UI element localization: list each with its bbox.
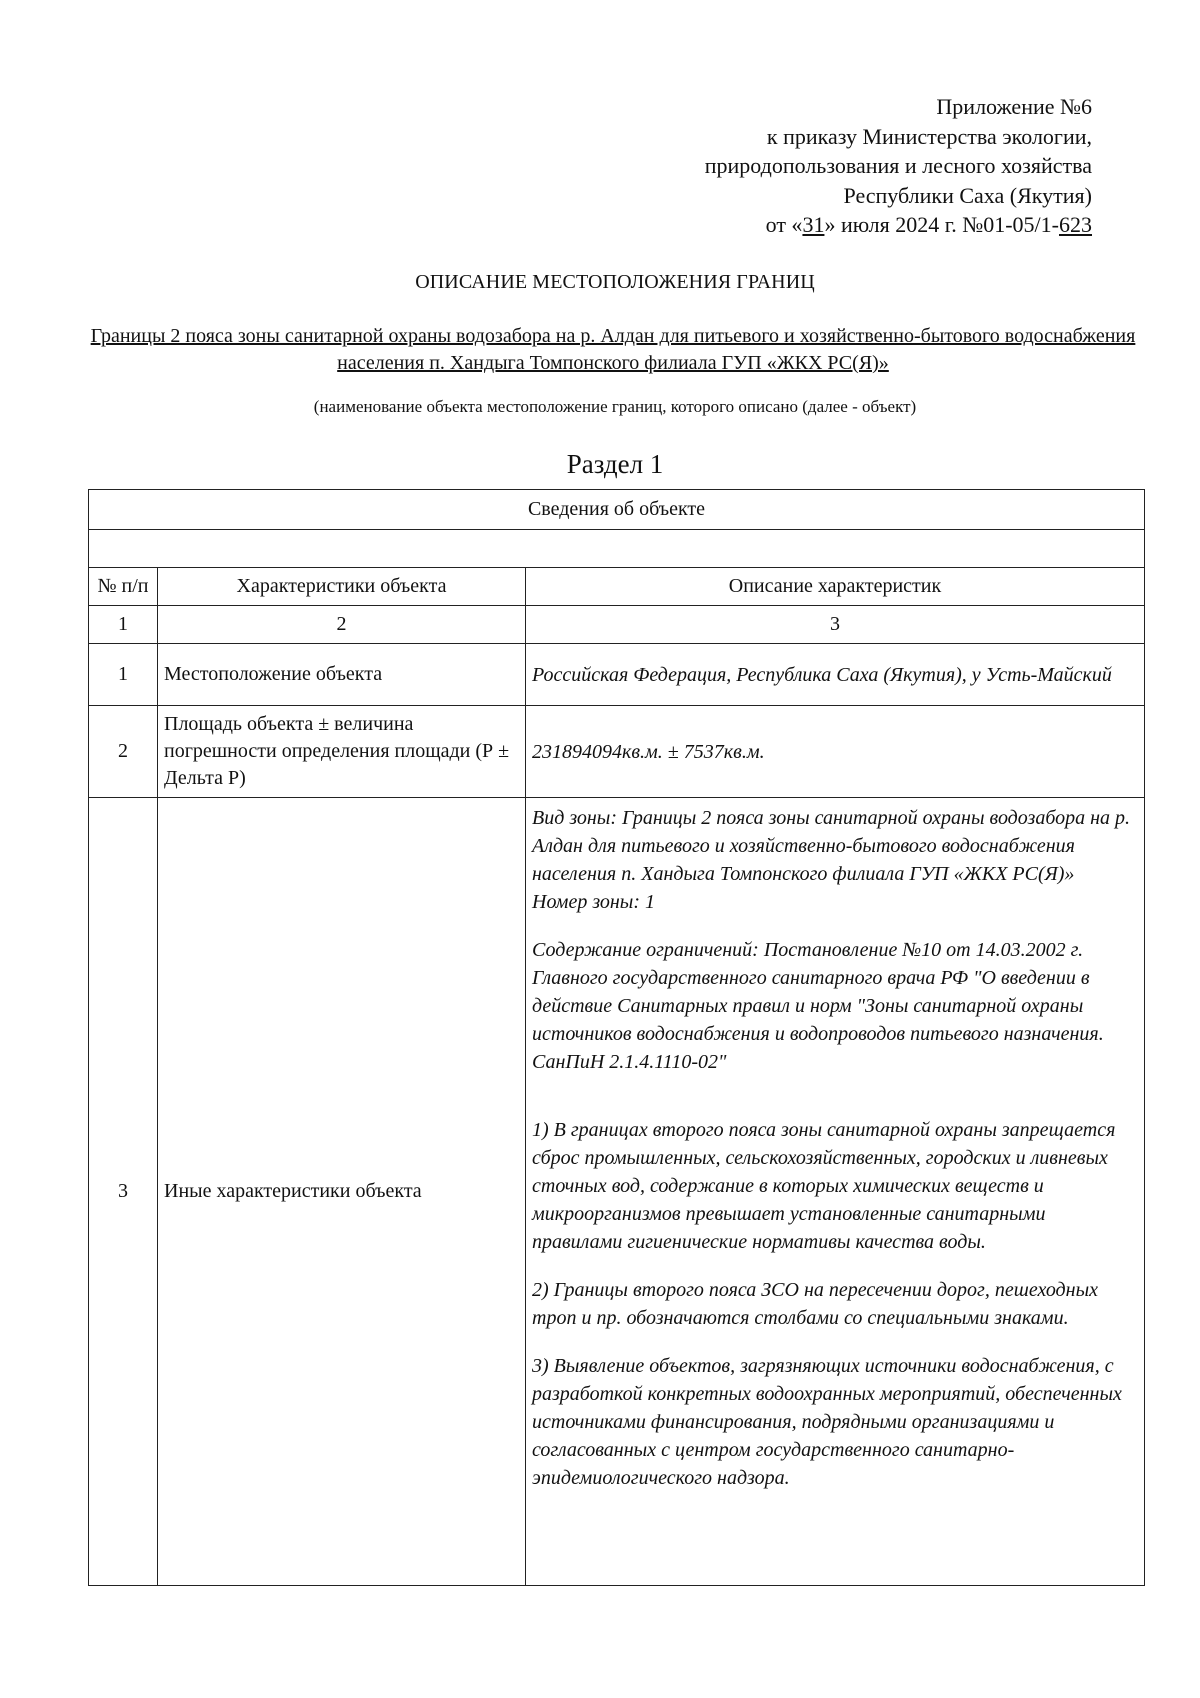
object-info-table: [88, 489, 1145, 1586]
column-number: 1: [89, 606, 158, 644]
table-spacer-row: [89, 530, 1145, 568]
restriction-item: 2) Границы второго пояса ЗСО на пересечении дорог, пешеходных троп и пр. обозначаются столбами со специальными знаками.: [532, 1279, 1099, 1329]
republic-name: Республики Саха (Якутия): [843, 182, 1092, 208]
column-number-row: [89, 606, 1145, 644]
row-description: [526, 798, 1145, 1586]
row-characteristic: Площадь объекта ± величина погрешности определения площади (Р ± Дельта Р): [158, 706, 526, 798]
row-description: 231894094кв.м. ± 7537кв.м.: [526, 706, 1145, 798]
zone-number: Номер зоны: 1: [532, 891, 655, 913]
row-number: 2: [89, 706, 158, 798]
order-reference: к приказу Министерства экологии,: [766, 123, 1092, 149]
table-caption-row: [89, 490, 1145, 530]
table-row: [89, 644, 1145, 706]
restriction-item: 1) В границах второго пояса зоны санитарной охраны запрещается сброс промышленных, сельскохозяйственных, городских и ливневых сточных вод, содержание в которых химических веществ и микроорганизмов превышает установленные санитарными правилами гигиенические нормативы качества воды.: [532, 1119, 1116, 1253]
table-row: [89, 798, 1145, 1586]
row-description: Российская Федерация, Республика Саха (Якутия), у Усть-Майский: [526, 644, 1145, 706]
column-number: 2: [158, 606, 526, 644]
header-description: Описание характеристик: [526, 568, 1145, 606]
zone-type: Вид зоны: Границы 2 пояса зоны санитарной охраны водозабора на р. Алдан для питьевого и хозяйственно-бытового водоснабжения населения п. Хандыга Томпонского филиала ГУП «ЖКХ РС(Я)»: [532, 807, 1131, 885]
row-characteristic: Иные характеристики объекта: [158, 798, 526, 1586]
row-characteristic: Местоположение объекта: [158, 644, 526, 706]
object-name: Границы 2 пояса зоны санитарной охраны водозабора на р. Алдан для питьевого и хозяйственно-бытового водоснабжения населения п. Хандыга Томпонского филиала ГУП «ЖКХ РС(Я)»: [90, 325, 1136, 374]
appendix-header: [705, 92, 1092, 240]
table-header-row: [89, 568, 1145, 606]
row-number: 3: [89, 798, 158, 1586]
appendix-number: Приложение №6: [936, 94, 1092, 119]
ministry-name: природопользования и лесного хозяйства: [704, 153, 1092, 178]
section-title: Раздел 1: [566, 449, 664, 479]
table-spacer-cell: [89, 530, 1145, 568]
column-number: 3: [526, 606, 1145, 644]
document-title: ОПИСАНИЕ МЕСТОПОЛОЖЕНИЯ ГРАНИЦ: [415, 271, 815, 293]
table-row: [89, 706, 1145, 798]
restrictions-content: Содержание ограничений: Постановление №10 от 14.03.2002 г. Главного государственного санитарного врача РФ "О введении в действие Санитарных правил и норм "Зоны санитарной охраны источников водоснабжения и водопроводов питьевого назначения. СанПиН 2.1.4.1110-02": [532, 939, 1104, 1073]
header-num: № п/п: [89, 568, 158, 606]
header-characteristic: Характеристики объекта: [158, 568, 526, 606]
date-middle: » июля 2024 г. №01-05/1-: [824, 212, 1059, 237]
date-day: 31: [802, 212, 825, 237]
object-caption: (наименование объекта местоположение границ, которого описано (далее - объект): [313, 397, 917, 416]
row-number: 1: [89, 644, 158, 706]
table-caption: Сведения об объекте: [89, 490, 1145, 530]
order-date-line: [705, 210, 1092, 240]
order-number: 623: [1059, 212, 1092, 237]
date-prefix: от «: [765, 212, 803, 237]
restriction-item: 3) Выявление объектов, загрязняющих источники водоснабжения, с разработкой конкретных водоохранных мероприятий, обеспеченных источниками финансирования, подрядными организациями и согласованных с центром государственного санитарно-эпидемиологического надзора.: [532, 1355, 1122, 1489]
